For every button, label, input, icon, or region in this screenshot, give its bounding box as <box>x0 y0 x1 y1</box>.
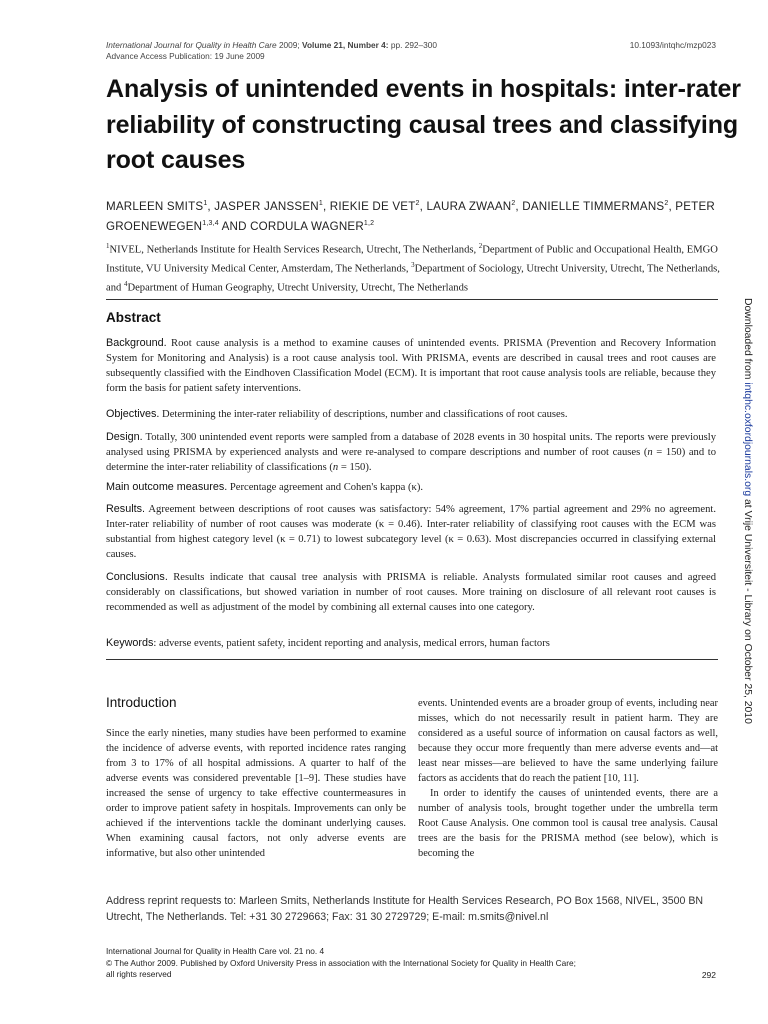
abstract-results: Results. Agreement between descriptions of root causes was satisfactory: 54% agreement, 17% partial agreement and 29% no agreement. Inter-rater reliability of number of root causes was moderate (κ = 0.46). Inter-rater reliability of classifying root causes with the ECM was substantial from highest category level (κ = 0.71) to lowest subcategory level (κ = 0.63). Most discrepancies occurred in classifying external causes. <box>106 503 716 560</box>
design-label: Design. <box>106 431 143 443</box>
outcome-label: Main outcome measures. <box>106 481 228 493</box>
affiliations: $^1$NIVEL, Netherlands Institute for Health Services Research, Utrecht, The Netherlands, $^2$Department of Public and Occupational Health, EMGO Institute, VU University Medical Center, Amsterdam, The Netherlands, $^3$Department of Sociology, Utrecht University, Utrecht, The Netherlands, and $^4$Department of Human Geography, Utrecht University, Utrecht, The Netherlands <box>106 242 720 294</box>
abstract-objectives: Objectives. Determining the inter-rater reliability of descriptions, number and classifications of root causes. <box>106 408 568 420</box>
objectives-label: Objectives. <box>106 408 160 420</box>
doi: 10.1093/intqhc/mzp023 <box>629 40 716 50</box>
journal-site-link[interactable]: intqhc.oxfordjournals.org <box>742 382 753 497</box>
intro-column-left <box>106 726 406 861</box>
abstract-keywords: Keywords: adverse events, patient safety, incident reporting and analysis, medical errors, human factors <box>106 637 550 649</box>
abstract-background: Background. Root cause analysis is a method to examine causes of unintended events. PRISMA (Prevention and Recovery Information System for Monitoring and Analysis) is a root cause analysis tool. With PRISMA, events are described in causal trees and root causes are subsequently classified with the Eindhoven Classification Model (ECM). It is important that root cause analysis tools are reliable, because they form the basis for patient safety interventions. <box>106 337 716 394</box>
intro-paragraph-3: In order to identify the causes of unintended events, there are a number of analysis tools, brought together under the umbrella term Root Cause Analysis. One common tool is causal tree analysis. Causal trees are the basis for the PRISMA method (see below), which is becoming the <box>418 788 718 859</box>
abstract-bottom-rule <box>106 659 718 660</box>
intro-column-right <box>418 696 718 861</box>
advance-access-date: Advance Access Publication: 19 June 2009 <box>106 51 265 61</box>
results-label: Results. <box>106 503 146 515</box>
journal-volume: Volume 21, Number 4: <box>299 40 389 50</box>
intro-paragraph-1: Since the early nineties, many studies have been performed to examine the incidence of adverse events, with reported incidence rates ranging from 3 to 17% of all hospital admissions. A quarter to half of the adverse events was considered preventable [1–9]. These studies have increased the sense of urgency to take effective countermeasures in order to improve patient safety in hospitals. Improvements can only be achieved if the interventions tackle the dominant underlying causes. When examining causal factors, not only adverse events are informative, but also other unintended <box>106 728 406 859</box>
background-label: Background. <box>106 337 167 349</box>
journal-citation: International Journal for Quality in Health Care 2009; Volume 21, Number 4: pp. 292–300 <box>106 40 438 50</box>
reprint-address: Address reprint requests to: Marleen Smits, Netherlands Institute for Health Services Research, PO Box 1568, NIVEL, 3500 BN Utrecht, The Netherlands. Tel: +31 30 2729663; Fax: 31 30 2729729; E-mail: m.smits@nivel.nl <box>106 895 704 923</box>
author-list: MARLEEN SMITS$^1$, JASPER JANSSEN$^1$, RIEKIE DE VET$^2$, LAURA ZWAAN$^2$, DANIELLE TIMMERMANS$^2$, PETER GROENEWEGEN$^{1,3,4}$ AND CORDULA WAGNER$^{1,2}$ <box>106 199 715 233</box>
abstract-conclusions: Conclusions. Results indicate that causal tree analysis with PRISMA is reliable. Analysts formulated similar root causes and agreed considerably on classifications, but showed variation in number of root causes. More training on disclosure of all relevant root causes is recommended as well as adjustment of the model by combining all external causes into one category. <box>106 571 716 613</box>
abstract-design: Design. Totally, 300 unintended event reports were sampled from a database of 2028 events in 30 hospital units. The reports were previously analysed using PRISMA by experienced analysts and were re-analysed to compare descriptions and number of root causes (n = 150) and to determine the inter-rater reliability of classifications (n = 150). <box>106 431 716 473</box>
footer-journal: International Journal for Quality in Health Care vol. 21 no. 4 <box>106 946 325 956</box>
footer-copyright: © The Author 2009. Published by Oxford University Press in association with the International Society for Quality in Health Care; <box>106 957 576 968</box>
abstract-outcome-measures: Main outcome measures. Percentage agreement and Cohen's kappa (κ). <box>106 481 424 493</box>
keywords-label: Keywords <box>106 637 154 649</box>
abstract-heading: Abstract <box>106 310 161 325</box>
article-title: Analysis of unintended events in hospitals: inter-rater reliability of constructing causal trees and classifying root causes <box>106 75 741 174</box>
abstract-top-rule <box>106 299 718 300</box>
footer-rights: all rights reserved <box>106 969 172 979</box>
conclusions-label: Conclusions. <box>106 571 168 583</box>
introduction-heading: Introduction <box>106 695 177 710</box>
journal-name: International Journal for Quality in Health Care <box>106 40 277 50</box>
download-sidebar: Downloaded from intqhc.oxfordjournals.org at Vrije Universiteit - Library on October 25, 2010 <box>742 298 753 724</box>
journal-header <box>106 40 437 62</box>
page-footer <box>106 946 718 981</box>
intro-paragraph-2: events. Unintended events are a broader group of events, including near misses, which do not necessarily result in patient harm. They are considered as a useful source of information on causal factors as well, because they occur more frequently than mere adverse events and—at least near misses—are believed to have the same underlying failure factors as accidents that do reach the patient [10, 11]. <box>418 698 718 784</box>
page-number: 292 <box>701 970 716 980</box>
